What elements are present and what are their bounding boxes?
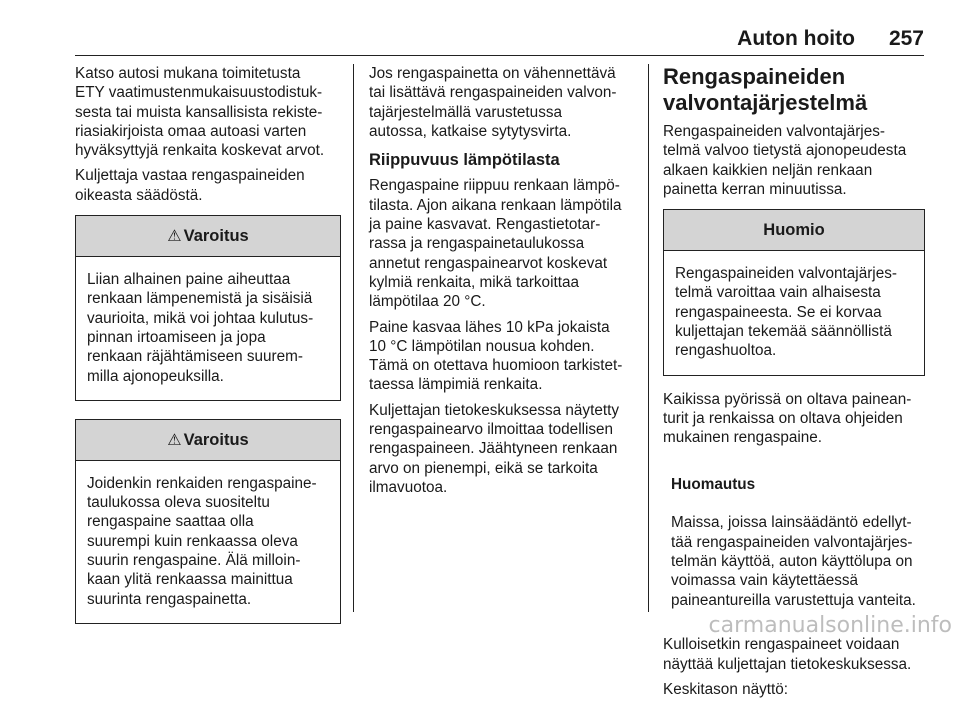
- warning-box: [75, 215, 341, 401]
- subheading: Riippuvuus lämpötilasta: [369, 151, 560, 170]
- paragraph: Kulloisetkin rengaspaineet voidaan näyttää kuljettajan tietokeskuksessa.: [663, 636, 912, 673]
- section-heading: [663, 64, 925, 116]
- column-1: [75, 64, 341, 624]
- column-2: [369, 64, 635, 503]
- paragraph: Kuljettajan tietokeskuksessa näytetty rengaspainearvo ilmoittaa todellisen rengaspaineen. Jäähtyneen renkaan arvo on pienempi, eikä se tarkoita ilmavuotoa.: [369, 401, 619, 496]
- section-heading-text: Rengaspaineiden valvontajärjestelmä: [663, 64, 868, 115]
- section-title: Auton hoito: [737, 27, 855, 50]
- notice-body: Rengaspaineiden valvontajärjes- telmä varoittaa vain alhaisesta rengaspaineesta. Se ei korvaa kuljettajan tekemää säännöllistä rengashuoltoa.: [675, 265, 897, 360]
- warning-triangle-icon: ⚠: [167, 228, 182, 246]
- paragraph: Paine kasvaa lähes 10 kPa jokaista 10 °C lämpötilan nousua kohden. Tämä on otettava huomioon tarkistet- taessa lämpimiä renkaita.: [369, 318, 623, 394]
- paragraph: Kuljettaja vastaa rengaspaineiden oikeasta säädöstä.: [75, 167, 305, 204]
- column-divider-right: [648, 64, 649, 612]
- warning-body: Joidenkin renkaiden rengaspaine- taulukossa oleva suositeltu rengaspaine saattaa olla suurempi kuin renkaassa oleva suurin rengaspaine. Älä milloin- kaan ylitä renkaassa mainittua suurinta rengaspainetta.: [87, 474, 317, 608]
- paragraph: Kaikissa pyörissä on oltava painean- turit ja renkaissa on oltava ohjeiden mukainen rengaspaine.: [663, 390, 912, 447]
- warning-header: [76, 216, 340, 257]
- warning-body: Liian alhainen paine aiheuttaa renkaan lämpenemistä ja sisäisiä vaurioita, mikä voi johtaa kulutus- pinnan irtoamiseen ja jopa renkaan räjähtämiseen suurem- milla ajonopeuksilla.: [87, 271, 314, 385]
- paragraph: Jos rengaspainetta on vähennettävä tai lisättävä rengaspaineiden valvon- tajärjestelmällä varustetussa autossa, katkaise sytytysvirta.: [369, 65, 617, 140]
- page-header: [737, 27, 924, 51]
- watermark: carmanualsonline.info: [708, 613, 952, 638]
- warning-header: [76, 420, 340, 461]
- header-rule: [75, 55, 924, 56]
- note-title: Huomautus: [671, 475, 756, 493]
- warning-triangle-icon: ⚠: [167, 431, 182, 449]
- column-3: [663, 64, 925, 705]
- warning-title: Varoitus: [183, 227, 249, 246]
- paragraph: Keskitason näyttö:: [663, 680, 788, 698]
- notice-box: [663, 209, 925, 375]
- warning-title: Varoitus: [183, 430, 249, 449]
- page-number: 257: [888, 27, 924, 50]
- paragraph: Rengaspaine riippuu renkaan lämpö- tilasta. Ajon aikana renkaan lämpötila ja paine kasvavat. Rengastietotar- rassa ja rengaspainetaulukossa annetut rengaspainearvot koskevat kylmiä renkaita, mikä tarkoittaa lämpötilaa 20 °C.: [369, 177, 622, 311]
- paragraph: Katso autosi mukana toimitetusta ETY vaatimustenmukaisuustodistuk- sesta tai muista kansallisista rekiste- riasiakirjoista omaa autoasi varten hyväksyttyjä renkaita koskevat arvot.: [75, 65, 325, 160]
- warning-box: [75, 419, 341, 624]
- notice-header: Huomio: [664, 210, 924, 251]
- note-body: Maissa, joissa lainsäädäntö edellyt- tää rengaspaineiden valvontajärjes- telmän käyttöä, auton käyttölupa on voimassa vain käytettäessä paineantureilla varustettuja vanteita.: [671, 514, 916, 609]
- paragraph: Rengaspaineiden valvontajärjes- telmä valvoo tietystä ajonopeudesta alkaen kaikkien neljän renkaan painetta kerran minuutissa.: [663, 123, 907, 198]
- column-divider-left: [353, 64, 354, 612]
- note-block: [671, 456, 925, 630]
